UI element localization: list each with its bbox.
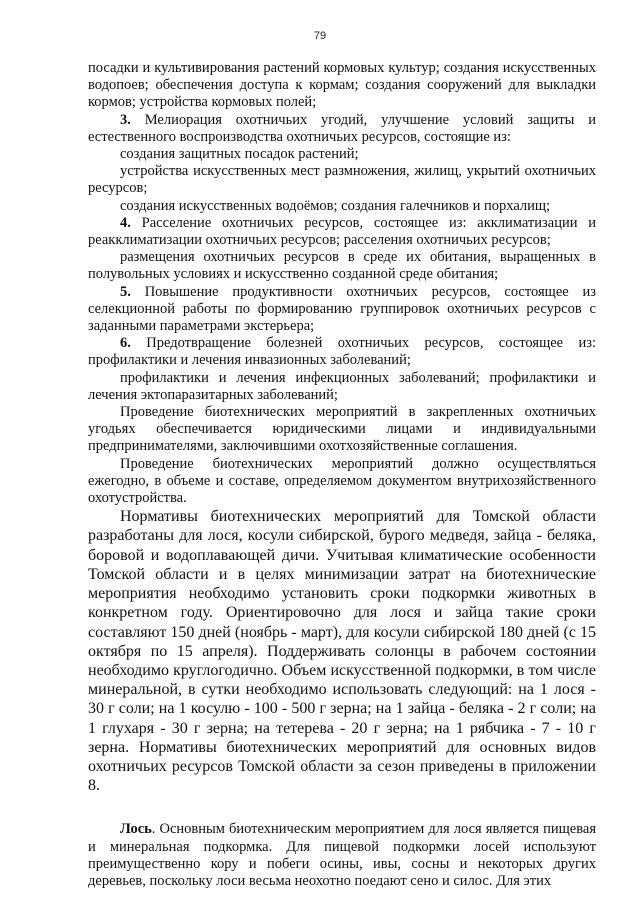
paragraph-subitem xyxy=(88,249,596,283)
item-number: 5. xyxy=(120,283,131,300)
section-heading-moose: Лось xyxy=(120,821,152,838)
paragraph-text: размещения охотничьих ресурсов в среде их обитания, выращенных в полувольных условиях и искусственно созданной среде обитания; xyxy=(88,249,596,283)
paragraph-subitem xyxy=(88,370,596,404)
paragraph-item-6 xyxy=(88,335,596,369)
paragraph-text: устройства искусственных мест размножения, жилищ, укрытий охотничьих ресурсов; xyxy=(88,163,596,197)
paragraph-gap xyxy=(88,795,596,821)
paragraph-continuation xyxy=(88,60,596,112)
paragraph-text: посадки и культивирования растений кормовых культур; создания искусственных водопоев; обеспечения доступа к кормам; создания сооружений для выкладки кормов; устройства кормовых полей; xyxy=(88,60,596,111)
paragraph xyxy=(88,456,596,508)
paragraph-item-5 xyxy=(88,284,596,336)
paragraph-item-3 xyxy=(88,112,596,146)
paragraph-text: создания искусственных водоёмов; создания галечников и порхалищ; xyxy=(120,197,551,214)
paragraph-text: Предотвращение болезней охотничьих ресурсов, состоящее из: профилактики и лечения инвазионных заболеваний; xyxy=(88,335,596,369)
paragraph-text: Мелиорация охотничьих угодий, улучшение условий защиты и естественного воспроизводства охотничьих ресурсов, состоящие из: xyxy=(88,111,596,145)
paragraph-text: Повышение продуктивности охотничьих ресурсов, состоящее из селекционной работы по формированию группировок охотничьих ресурсов с заданными параметрами экстерьера; xyxy=(88,283,596,335)
page-number: 79 xyxy=(313,30,327,42)
document-body xyxy=(88,60,596,890)
paragraph-text: Расселение охотничьих ресурсов, состоящее из: акклиматизации и реакклиматизации охотничьих ресурсов; расселения охотничьих ресурсов; xyxy=(88,214,596,249)
paragraph xyxy=(88,404,596,456)
item-number: 6. xyxy=(120,335,131,352)
paragraph-subitem xyxy=(88,198,596,215)
item-number: 4. xyxy=(120,214,131,231)
paragraph-text: . Основным биотехническим мероприятием для лося является пищевая и минеральная подкормка. Для пищевой подкормки лосей используют преимущественно кору и побеги осины, ивы, сосны и некоторых других деревьев, поскольку лоси весьма неохотно поедают сено и силос. Для этих xyxy=(88,821,596,889)
paragraph-text: профилактики и лечения инфекционных заболеваний; профилактики и лечения эктопаразитарных заболеваний; xyxy=(88,369,596,403)
paragraph-subitem xyxy=(88,163,596,197)
paragraph-item-4 xyxy=(88,215,596,249)
paragraph-moose xyxy=(88,821,596,890)
paragraph-text: Нормативы биотехнических мероприятий для Томской области разработаны для лося, косули сибирской, бурого медведя, зайца - беляка, боровой и водоплавающей дичи. Учитывая климатические особенности Томской области и в целях минимизации затрат на биотехнические мероприятия необходимо установить сроки подкормки животных в конкретном году. Ориентировочно для лося и зайца такие сроки составляют 150 дней (ноябрь - март), для косули сибирской 180 дней (с 15 октября по 15 апреля). Поддерживать солонцы в рабочем состоянии необходимо круглогодично. Объем искусственной подкормки, в том числе минеральной, в сутки необходимо использовать следующий: на 1 лося - 30 г соли; на 1 косулю - 100 - 500 г зерна; на 1 зайца - беляка - 2 г соли; на 1 глухаря - 30 г зерна; на тетерева - 20 г зерна; на 1 рябчика - 7 - 10 г зерна. Нормативы биотехнических мероприятий для основных видов охотничьих ресурсов Томской области за сезон приведены в приложении 8. xyxy=(88,508,596,795)
paragraph-text: Проведение биотехнических мероприятий в закрепленных охотничьих угодьях обеспечивается юридическими лицами и индивидуальными предпринимателями, заключившими охотхозяйственные соглашения. xyxy=(88,404,596,455)
paragraph-text: создания защитных посадок растений; xyxy=(120,146,359,163)
paragraph-text: Проведение биотехнических мероприятий должно осуществляться ежегодно, в объеме и составе, определяемом документом внутрихозяйственного охотустройства. xyxy=(88,455,596,507)
paragraph-standards xyxy=(88,507,596,795)
item-number: 3. xyxy=(120,111,131,128)
paragraph-subitem xyxy=(88,146,596,163)
